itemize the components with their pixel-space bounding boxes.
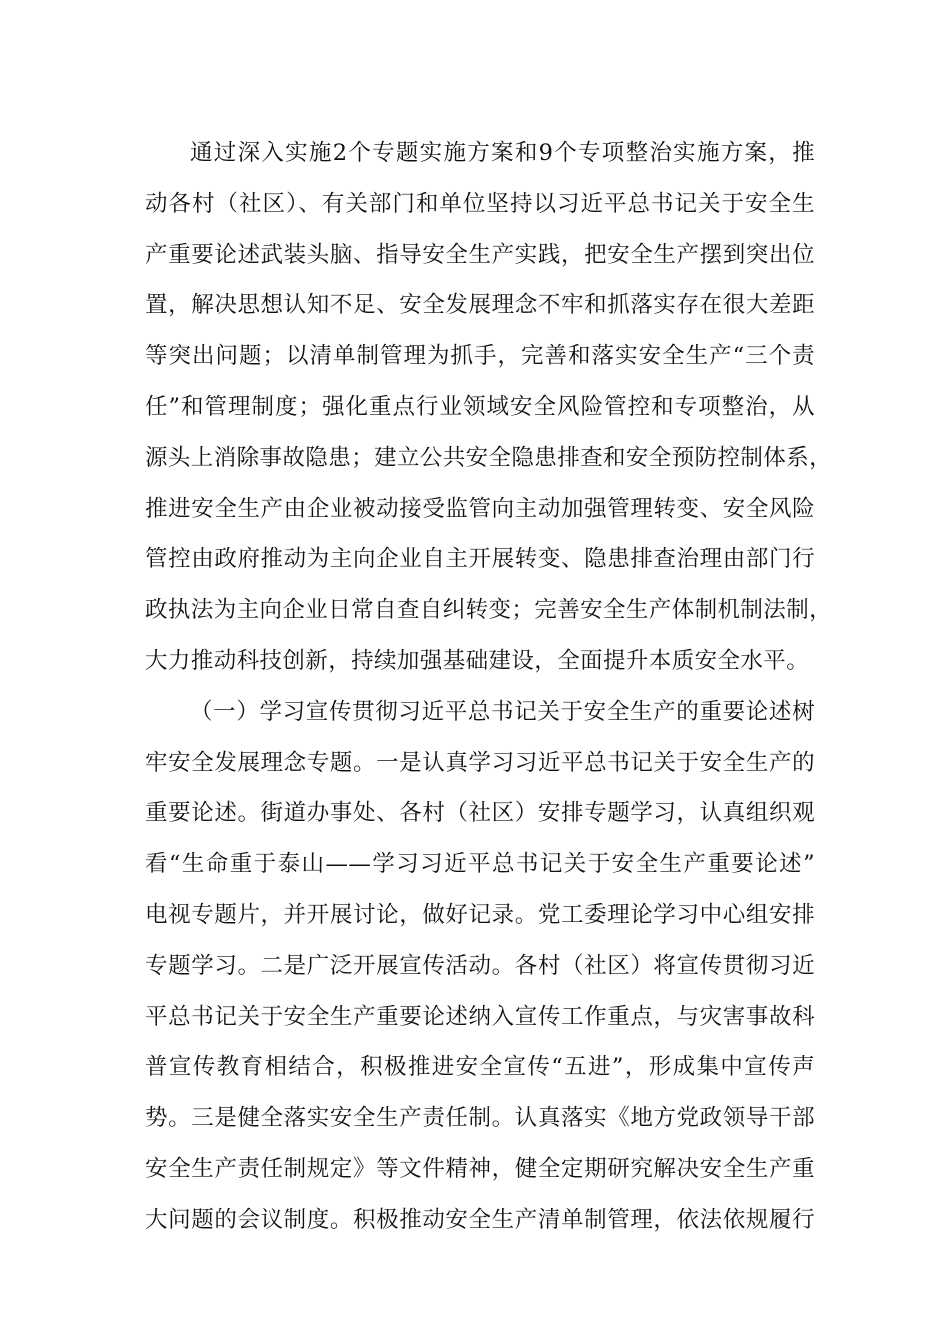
paragraph-1-line-2: 动各村（社区）、有关部门和单位坚持以习近平总书记关于安全生: [145, 190, 815, 217]
paragraph-1-line-8: 推进安全生产由企业被动接受监管向主动加强管理转变、安全风险: [145, 495, 815, 522]
paragraph-1-line-4: 置，解决思想认知不足、安全发展理念不牢和抓落实存在很大差距: [145, 292, 815, 319]
paragraph-1-line-6: 任”和管理制度；强化重点行业领域安全风险管控和专项整治，从: [145, 393, 815, 420]
paragraph-1-line-7: 源头上消除事故隐患；建立公共安全隐患排查和安全预防控制体系，: [145, 444, 833, 471]
paragraph-2-line-11: 大问题的会议制度。积极推动安全生产清单制管理，依法依规履行: [145, 1206, 815, 1233]
body-text: [145, 128, 833, 1246]
paragraph-1-line-1: 通过深入实施2个专题实施方案和9个专项整治实施方案，推: [190, 140, 815, 166]
paragraph-2-line-9: 势。三是健全落实安全生产责任制。认真落实《地方党政领导干部: [145, 1105, 815, 1132]
paragraph-2-line-8: 普宣传教育相结合，积极推进安全宣传“五进”，形成集中宣传声: [145, 1054, 815, 1081]
paragraph-2-line-10: 安全生产责任制规定》等文件精神，健全定期研究解决安全生产重: [145, 1155, 815, 1182]
paragraph-2-line-1: （一）学习宣传贯彻习近平总书记关于安全生产的重要论述树: [190, 698, 815, 725]
paragraph-2-line-4: 看“生命重于泰山——学习习近平总书记关于安全生产重要论述”: [145, 851, 815, 878]
paragraph-1-line-11: 大力推动科技创新，持续加强基础建设，全面提升本质安全水平。: [145, 647, 810, 674]
paragraph-1-line-10: 政执法为主向企业日常自查自纠转变；完善安全生产体制机制法制，: [145, 597, 833, 624]
paragraph-2-line-2: 牢安全发展理念专题。一是认真学习习近平总书记关于安全生产的: [145, 749, 815, 776]
paragraph-1-line-5: 等突出问题；以清单制管理为抓手，完善和落实安全生产“三个责: [145, 343, 815, 370]
paragraph-2-line-3: 重要论述。街道办事处、各村（社区）安排专题学习，认真组织观: [145, 800, 815, 827]
paragraph-2-line-7: 平总书记关于安全生产重要论述纳入宣传工作重点，与灾害事故科: [145, 1003, 815, 1030]
paragraph-1-line-3: 产重要论述武装头脑、指导安全生产实践，把安全生产摆到突出位: [145, 241, 815, 268]
paragraph-1-line-9: 管控由政府推动为主向企业自主开展转变、隐患排查治理由部门行: [145, 546, 815, 573]
paragraph-2-line-6: 专题学习。二是广泛开展宣传活动。各村（社区）将宣传贯彻习近: [145, 952, 815, 979]
paragraph-2-line-5: 电视专题片，并开展讨论，做好记录。党工委理论学习中心组安排: [145, 901, 815, 928]
